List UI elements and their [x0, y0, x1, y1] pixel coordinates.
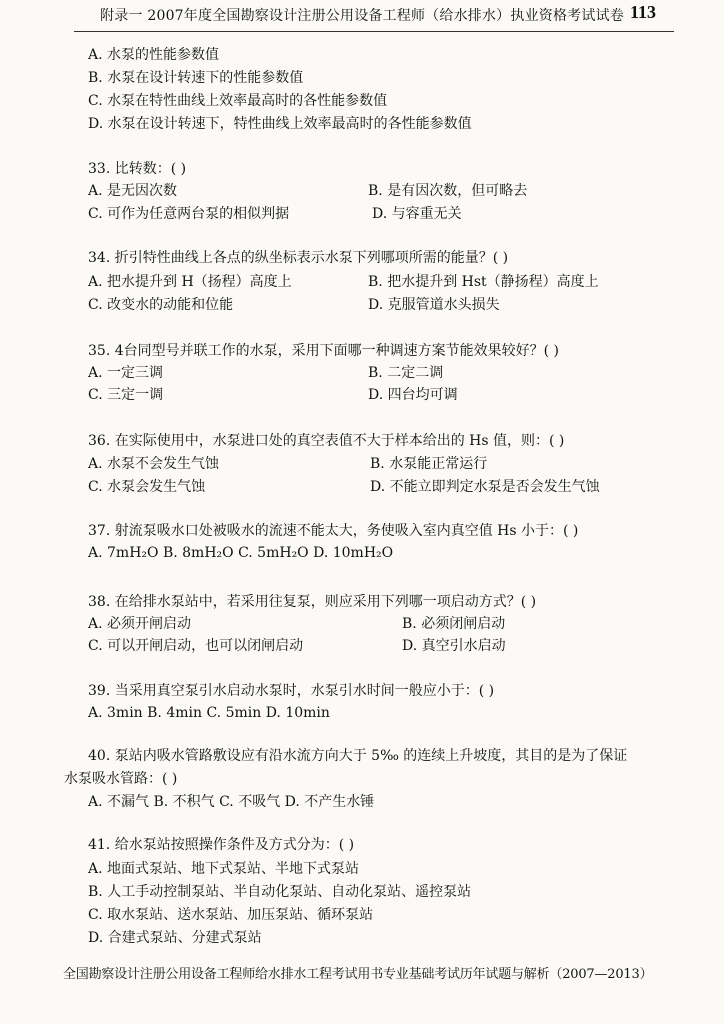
option-line: A. 水泵的性能参数值 — [88, 47, 220, 63]
running-header: 附录一 2007年度全国勘察设计注册公用设备工程师（给水排水）执业资格考试试卷 — [100, 8, 624, 24]
option-line: D. 与容重无关 — [372, 206, 462, 222]
option-line: A. 地面式泵站、地下式泵站、半地下式泵站 — [88, 861, 360, 877]
option-line: C. 改变水的动能和位能 — [88, 297, 234, 313]
option-line: A. 把水提升到 H（扬程）高度上 — [88, 274, 292, 290]
option-line: A. 必须开闸启动 — [88, 616, 192, 632]
question-stem: 41. 给水泵站按照操作条件及方式分为：( ) — [88, 837, 355, 853]
option-line: C. 可以开闸启动，也可以闭闸启动 — [88, 638, 304, 654]
question-stem: 33. 比转数：( ) — [88, 161, 187, 177]
option-line: B. 是有因次数，但可略去 — [368, 183, 528, 199]
option-line: C. 可作为任意两台泵的相似判据 — [88, 206, 290, 222]
question-stem: 36. 在实际使用中，水泵进口处的真空表值不大于样本给出的 Hs 值，则：( ) — [88, 433, 565, 449]
page-number: 113 — [629, 2, 656, 22]
question-stem: 38. 在给排水泵站中，若采用往复泵，则应采用下列哪一项启动方式？( ) — [88, 594, 537, 610]
option-line: D. 不能立即判定水泵是否会发生气蚀 — [370, 479, 600, 495]
option-line: D. 四台均可调 — [368, 387, 458, 403]
option-line: C. 水泵会发生气蚀 — [88, 479, 206, 495]
option-line: A. 水泵不会发生气蚀 — [88, 456, 220, 472]
option-line: D. 真空引水启动 — [402, 638, 506, 654]
option-line: B. 水泵在设计转速下的性能参数值 — [88, 70, 304, 86]
option-line: A. 7mH₂O B. 8mH₂O C. 5mH₂O D. 10mH₂O — [88, 545, 394, 561]
question-stem-continued: 水泵吸水管路：( ) — [64, 771, 178, 787]
option-line: D. 水泵在设计转速下，特性曲线上效率最高时的各性能参数值 — [88, 116, 472, 132]
option-line: B. 必须闭闸启动 — [402, 616, 506, 632]
option-line: A. 是无因次数 — [88, 183, 178, 199]
option-line: A. 3min B. 4min C. 5min D. 10min — [88, 705, 330, 721]
option-line: B. 把水提升到 Hst（静扬程）高度上 — [368, 274, 599, 290]
question-stem: 40. 泵站内吸水管路敷设应有沿水流方向大于 5‰ 的连续上升坡度，其目的是为了保证 — [88, 748, 628, 764]
option-line: A. 一定三调 — [88, 365, 164, 381]
option-line: D. 克服管道水头损失 — [368, 297, 500, 313]
option-line: B. 二定二调 — [368, 365, 444, 381]
question-stem: 37. 射流泵吸水口处被吸水的流速不能太大，务使吸入室内真空值 Hs 小于：( ) — [88, 523, 579, 539]
question-stem: 35. 4台同型号并联工作的水泵，采用下面哪一种调速方案节能效果较好？( ) — [88, 343, 559, 359]
question-stem: 39. 当采用真空泵引水启动水泵时，水泵引水时间一般应小于：( ) — [88, 683, 495, 699]
question-stem: 34. 折引特性曲线上各点的纵坐标表示水泵下列哪项所需的能量？( ) — [88, 250, 509, 266]
option-line: C. 取水泵站、送水泵站、加压泵站、循环泵站 — [88, 907, 374, 923]
option-line: A. 不漏气 B. 不积气 C. 不吸气 D. 不产生水锤 — [88, 794, 375, 810]
running-footer: 全国勘察设计注册公用设备工程师给水排水工程考试用书专业基础考试历年试题与解析（2007—2013） — [63, 967, 653, 982]
option-line: B. 水泵能正常运行 — [370, 456, 488, 472]
option-line: C. 水泵在特性曲线上效率最高时的各性能参数值 — [88, 93, 388, 109]
header-rule — [74, 31, 674, 32]
option-line: B. 人工手动控制泵站、半自动化泵站、自动化泵站、遥控泵站 — [88, 884, 472, 900]
option-line: D. 合建式泵站、分建式泵站 — [88, 930, 262, 946]
option-line: C. 三定一调 — [88, 387, 164, 403]
